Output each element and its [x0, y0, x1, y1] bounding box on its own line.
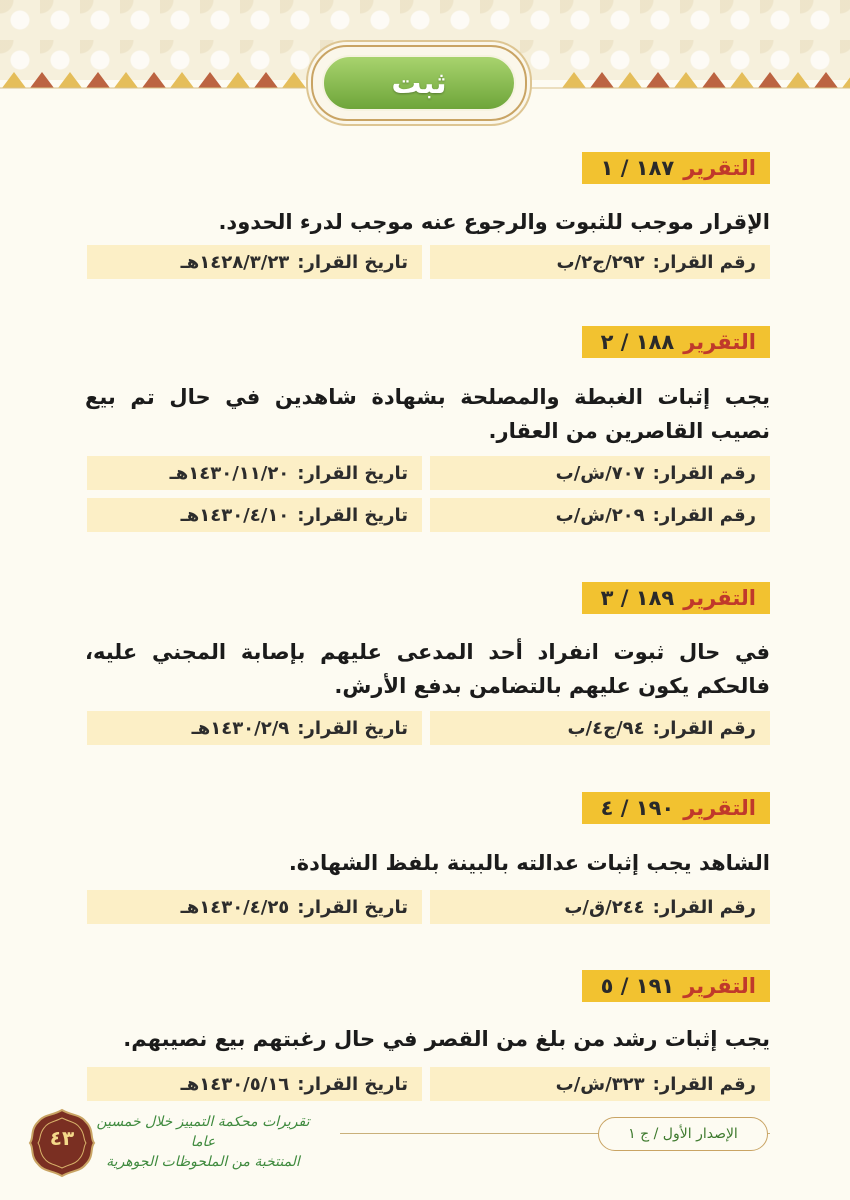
ruling-text: يجب إثبات رشد من بلغ من القصر في حال رغبتهم بيع نصيبهم.: [123, 1027, 770, 1051]
page-title: ثبت: [322, 55, 516, 111]
decision-date: [87, 245, 422, 279]
decision-number: [430, 1067, 770, 1101]
ruling-tag-187: [582, 152, 770, 184]
ruling-tag-number: ١٨٧ / ١: [600, 156, 675, 180]
decision-number-value: ٩٤/ج٤/ب: [567, 717, 645, 739]
decision-date: [87, 711, 422, 745]
book-title-line2: المنتخبة من الملحوظات الجوهرية: [106, 1154, 300, 1170]
border-triangle: [30, 72, 54, 88]
decision-date-label: تاريخ القرار:: [297, 251, 408, 273]
border-triangle: [198, 72, 222, 88]
decision-date: [87, 1067, 422, 1101]
book-title: [96, 1112, 310, 1172]
decision-number: [430, 245, 770, 279]
decision-date: [87, 456, 422, 490]
decision-date-label: تاريخ القرار:: [297, 504, 408, 526]
border-triangle: [842, 72, 850, 88]
border-triangle: [282, 72, 306, 88]
ruling-tag-number: ١٩٠ / ٤: [600, 796, 675, 820]
page-number: ٤٣: [49, 1126, 75, 1150]
ruling-tag-label: التقرير: [683, 156, 756, 180]
border-triangle: [702, 72, 726, 88]
border-triangle: [2, 72, 26, 88]
ruling-tag-190: [582, 792, 770, 824]
decision-number-label: رقم القرار:: [652, 462, 756, 484]
decision-number-value: ٧٠٧/ش/ب: [555, 462, 645, 484]
decision-number-label: رقم القرار:: [652, 504, 756, 526]
border-triangle: [730, 72, 754, 88]
border-triangle: [786, 72, 810, 88]
decision-date: [87, 498, 422, 532]
border-triangle: [590, 72, 614, 88]
ruling-text: يجب إثبات الغبطة والمصلحة بشهادة شاهدين في حال تم بيع نصيب القاصرين من العقار.: [85, 385, 770, 443]
border-triangle: [758, 72, 782, 88]
ruling-tag-label: التقرير: [683, 586, 756, 610]
border-triangle: [58, 72, 82, 88]
ruling-tag-191: [582, 970, 770, 1002]
decision-number-value: ٢٩٢/ج٢/ب: [556, 251, 645, 273]
decision-number-label: رقم القرار:: [652, 896, 756, 918]
border-triangle: [114, 72, 138, 88]
decision-date-label: تاريخ القرار:: [297, 1073, 408, 1095]
border-triangle: [814, 72, 838, 88]
border-triangle: [170, 72, 194, 88]
decision-number-label: رقم القرار:: [652, 1073, 756, 1095]
decision-date-value: ١٤٣٠/١١/٢٠هـ: [169, 462, 290, 484]
book-title-line1: تقريرات محكمة التمييز خلال خمسين عاما: [96, 1114, 310, 1150]
decision-number-label: رقم القرار:: [652, 251, 756, 273]
decision-number-label: رقم القرار:: [652, 717, 756, 739]
decision-number: [430, 890, 770, 924]
decision-number: [430, 498, 770, 532]
ruling-tag-label: التقرير: [683, 974, 756, 998]
decision-date-value: ١٤٣٠/٤/١٠هـ: [180, 504, 290, 526]
decision-date-value: ١٤٣٠/٥/١٦هـ: [180, 1073, 290, 1095]
border-triangle: [674, 72, 698, 88]
edition-label: الإصدار الأول / ج ١: [598, 1117, 768, 1151]
decision-date-value: ١٤٣٠/٤/٢٥هـ: [180, 896, 290, 918]
ruling-tag-label: التقرير: [683, 796, 756, 820]
decision-number: [430, 456, 770, 490]
decision-date-value: ١٤٢٨/٣/٢٣هـ: [180, 251, 290, 273]
decision-date-label: تاريخ القرار:: [297, 896, 408, 918]
border-triangle: [254, 72, 278, 88]
ruling-text: في حال ثبوت انفراد أحد المدعى عليهم بإصابة المجني عليه، فالحكم يكون عليهم بالتضامن بدفع الأرش.: [85, 640, 770, 698]
border-triangle: [562, 72, 586, 88]
border-triangle: [142, 72, 166, 88]
ruling-tag-number: ١٩١ / ٥: [600, 974, 675, 998]
ruling-tag-188: [582, 326, 770, 358]
decision-date-label: تاريخ القرار:: [297, 717, 408, 739]
decision-number: [430, 711, 770, 745]
ruling-tag-number: ١٨٩ / ٣: [600, 586, 675, 610]
ruling-tag-189: [582, 582, 770, 614]
decision-date-label: تاريخ القرار:: [297, 462, 408, 484]
decision-number-value: ٢٠٩/ش/ب: [555, 504, 645, 526]
border-triangle: [86, 72, 110, 88]
border-triangle: [618, 72, 642, 88]
ruling-tag-label: التقرير: [683, 330, 756, 354]
decision-number-value: ٢٤٤/ق/ب: [564, 896, 645, 918]
decision-number-value: ٣٢٣/ش/ب: [555, 1073, 645, 1095]
decision-date-value: ١٤٣٠/٢/٩هـ: [191, 717, 290, 739]
ruling-text: الشاهد يجب إثبات عدالته بالبينة بلفظ الشهادة.: [288, 851, 770, 875]
border-triangle: [226, 72, 250, 88]
decision-date: [87, 890, 422, 924]
border-triangle: [646, 72, 670, 88]
ruling-tag-number: ١٨٨ / ٢: [600, 330, 675, 354]
ruling-text: الإقرار موجب للثبوت والرجوع عنه موجب لدرء الحدود.: [218, 210, 770, 234]
